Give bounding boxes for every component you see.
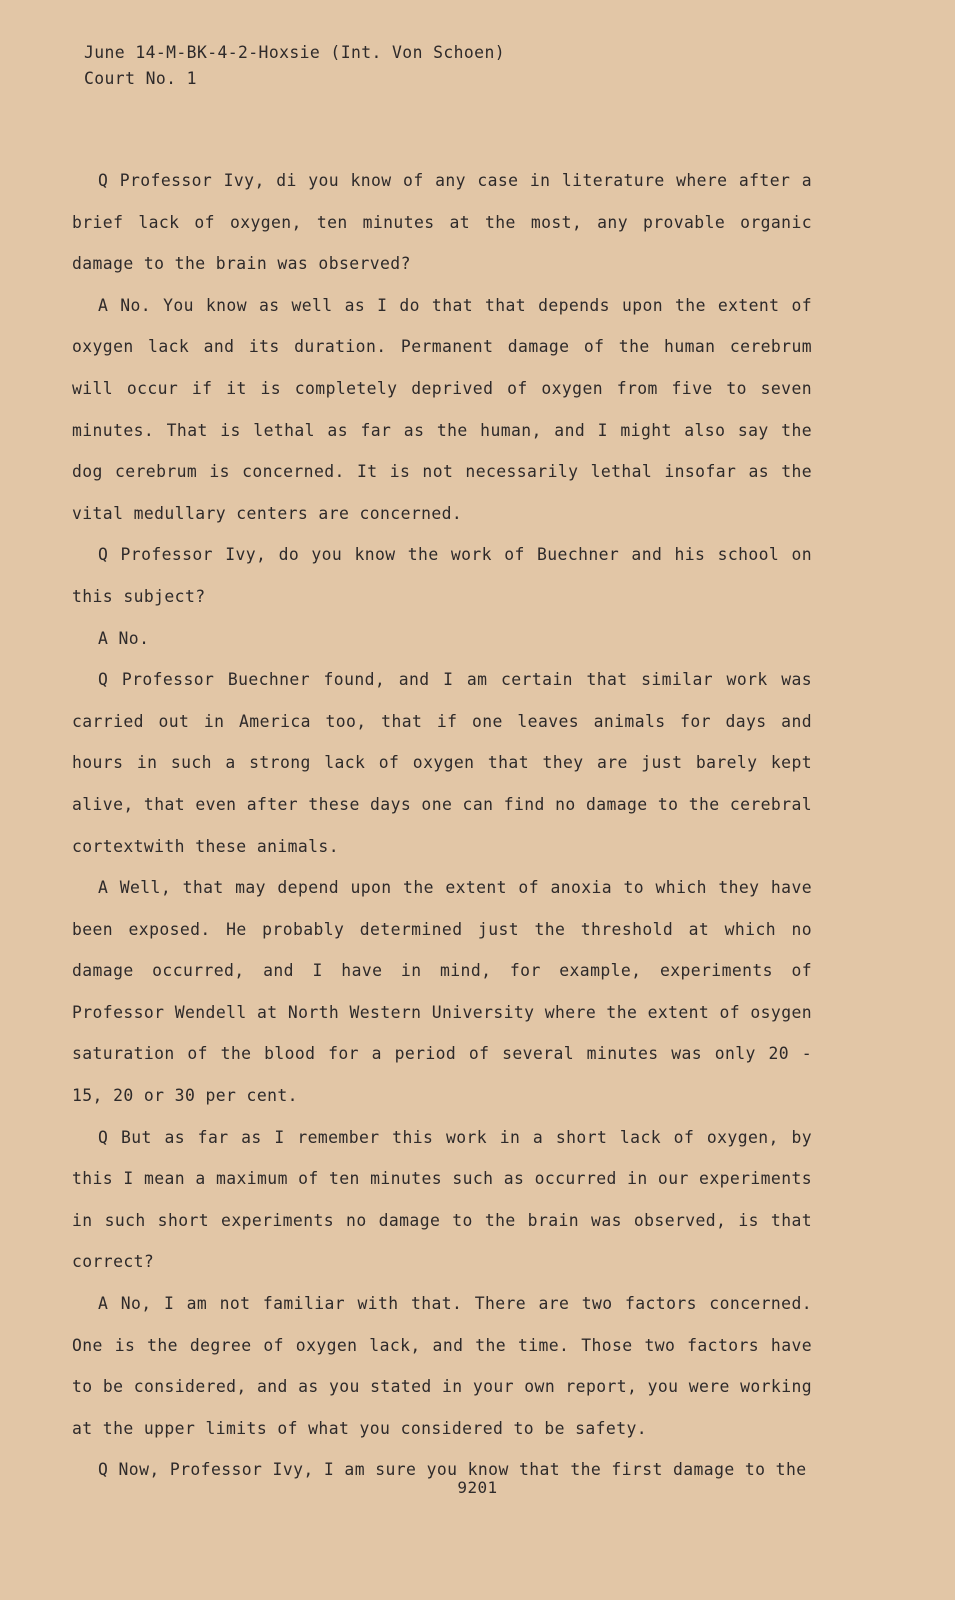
paragraph-text: A No. You know as well as I do that that depends upon the extent of oxygen lack and its duration. Permanent damage of the human cerebrum will occur if it is completely deprived of oxygen from five to seven minutes. That is lethal as far as the human, and I might also say the dog cerebrum is concerned. It is not necessarily lethal insofar as the vital medullary centers are concerned.	[72, 295, 812, 523]
transcript-paragraph	[72, 534, 812, 617]
header-line-2: Court No. 1	[84, 69, 197, 88]
paragraph-text: Q Now, Professor Ivy, I am sure you know that the first damage to the	[98, 1460, 807, 1480]
paragraph-text: Q But as far as I remember this work in a short lack of oxygen, by this I mean a maximum of ten minutes such as occurred in our experiments in such short experiments no damage to the brain was observed, is that correct?	[72, 1127, 812, 1272]
transcript-paragraph	[72, 160, 812, 285]
paragraph-text: Q Professor Buechner found, and I am certain that similar work was carried out in America too, that if one leaves animals for days and hours in such a strong lack of oxygen that they are just barely kept alive, that even after these days one can find no damage to the cerebral cortextwith these animals.	[72, 670, 812, 856]
paragraph-text: A No.	[98, 628, 150, 648]
transcript-paragraph	[72, 285, 812, 535]
paragraph-text: Q Professor Ivy, do you know the work of Buechner and his school on this subject?	[72, 545, 812, 606]
transcript-paragraph	[72, 618, 812, 660]
document-header	[84, 40, 505, 92]
paragraph-text: A No, I am not familiar with that. There are two factors concerned. One is the degree of oxygen lack, and the time. Those two factors have to be considered, and as you stated in your own report, you were working at the upper limits of what you considered to be safety.	[72, 1294, 812, 1438]
transcript-paragraph	[72, 1117, 812, 1283]
transcript-paragraph	[72, 1283, 812, 1449]
page-number: 9201	[457, 1478, 498, 1497]
paragraph-text: A Well, that may depend upon the extent of anoxia to which they have been exposed. He probably determined just the threshold at which no damage occurred, and I have in mind, for example, experiments of Professor Wendell at North Western University where the extent of osygen saturation of the blood for a period of several minutes was only 20 - 15, 20 or 30 per cent.	[72, 878, 812, 1106]
transcript-paragraph	[72, 659, 812, 867]
transcript-paragraph	[72, 867, 812, 1117]
header-line-1: June 14-M-BK-4-2-Hoxsie (Int. Von Schoen)	[84, 43, 505, 62]
paragraph-text: Q Professor Ivy, di you know of any case in literature where after a brief lack of oxygen, ten minutes at the most, any provable organic damage to the brain was observed?	[72, 171, 812, 274]
transcript-body	[72, 160, 812, 1491]
